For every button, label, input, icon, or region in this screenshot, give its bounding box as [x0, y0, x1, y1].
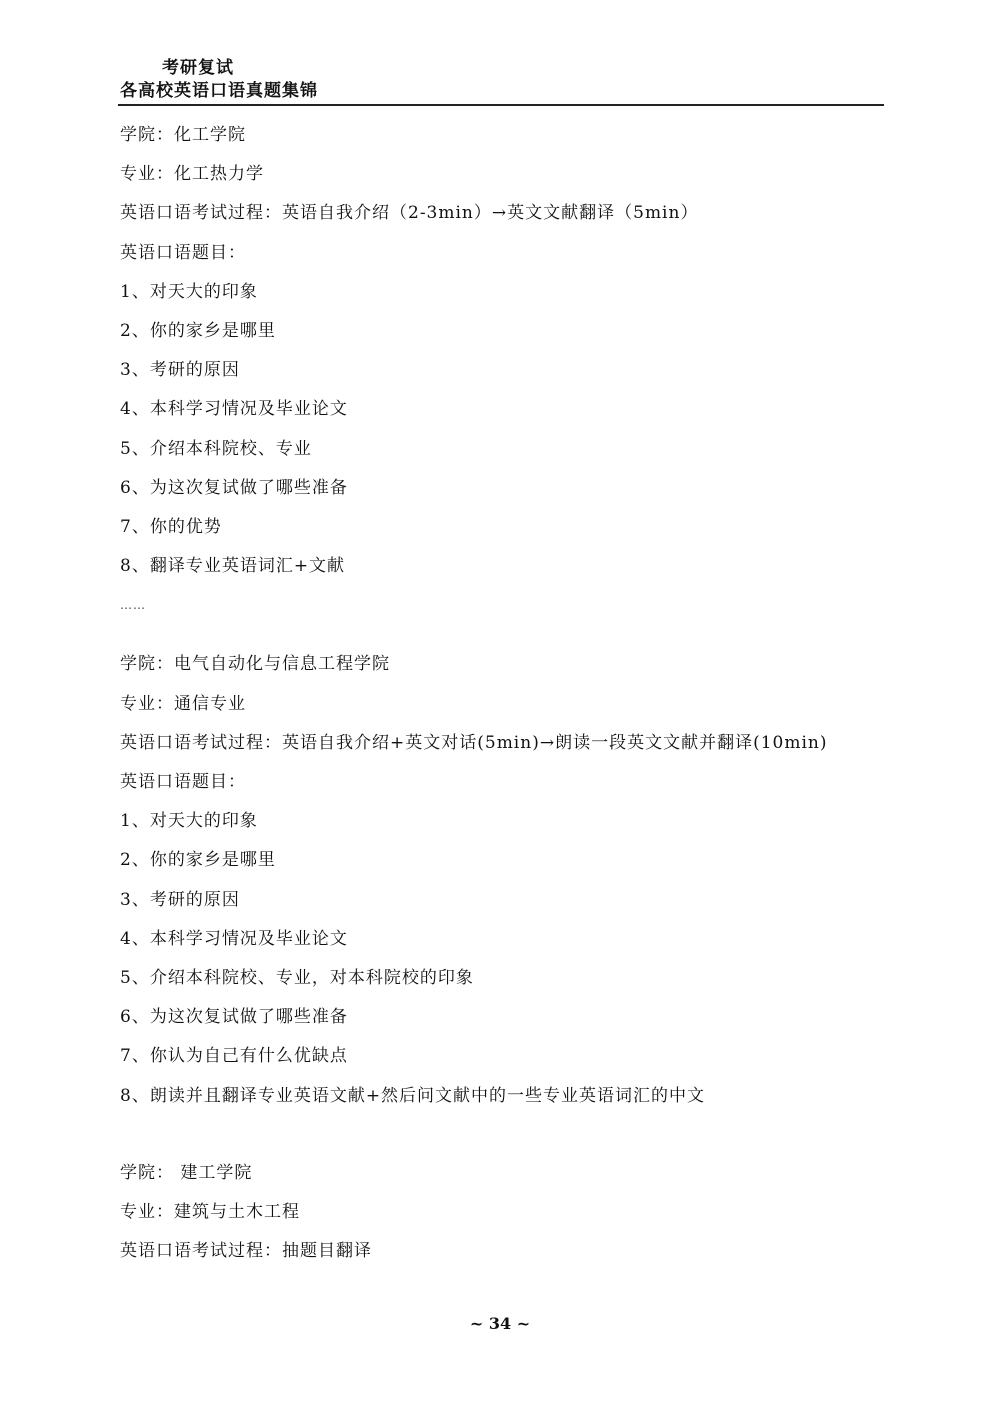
question-item: 1、对天大的印象: [120, 811, 258, 832]
question-item: 7、你的优势: [120, 516, 222, 537]
header-rule: [118, 104, 884, 106]
question-item: 4、本科学习情况及毕业论文: [120, 399, 348, 420]
question-item: 6、为这次复试做了哪些准备: [120, 477, 348, 498]
section-spacer: [120, 1116, 890, 1154]
page-header: [120, 56, 884, 102]
document-body: [120, 116, 890, 1271]
college-line: 学院： 建工学院: [120, 1162, 253, 1183]
exam-process-line: 英语口语考试过程：抽题目翻译: [120, 1241, 372, 1262]
section-chemical-engineering: [120, 116, 890, 625]
college-line: 学院：化工学院: [120, 125, 246, 145]
major-line: 专业：建筑与土木工程: [120, 1201, 300, 1222]
question-item: 2、你的家乡是哪里: [120, 850, 276, 871]
section-spacer: [120, 625, 890, 645]
page-number: ~ 34 ~: [469, 1314, 531, 1333]
question-item: 5、介绍本科院校、专业，对本科院校的印象: [120, 967, 474, 988]
ellipsis: ……: [120, 598, 146, 613]
question-item: 7、你认为自己有什么优缺点: [120, 1046, 348, 1067]
question-item: 8、翻译专业英语词汇+文献: [120, 556, 346, 577]
question-item: 3、考研的原因: [120, 360, 240, 381]
section-civil-engineering: [120, 1154, 890, 1272]
question-item: 8、朗读并且翻译专业英语文献+然后问文献中的一些专业英语词汇的中文: [120, 1085, 706, 1106]
question-item: 3、考研的原因: [120, 889, 240, 910]
exam-process-line: 英语口语考试过程：英语自我介绍（2-3min）→英文文献翻译（5min）: [120, 203, 699, 224]
major-line: 专业：通信专业: [120, 693, 246, 714]
question-item: 4、本科学习情况及毕业论文: [120, 928, 348, 949]
questions-label: 英语口语题目：: [120, 772, 246, 792]
header-title: 考研复试: [162, 58, 234, 78]
question-item: 5、介绍本科院校、专业: [120, 438, 312, 459]
header-subtitle: 各高校英语口语真题集锦: [120, 81, 318, 101]
exam-process-line: 英语口语考试过程：英语自我介绍+英文对话(5min)→朗读一段英文文献并翻译(10min): [120, 732, 828, 753]
college-line: 学院：电气自动化与信息工程学院: [120, 654, 390, 675]
questions-label: 英语口语题目：: [120, 242, 246, 263]
major-line: 专业：化工热力学: [120, 164, 264, 185]
question-item: 2、你的家乡是哪里: [120, 320, 276, 341]
question-item: 6、为这次复试做了哪些准备: [120, 1007, 348, 1028]
section-electrical-automation: [120, 645, 890, 1115]
question-item: 1、对天大的印象: [120, 281, 258, 302]
